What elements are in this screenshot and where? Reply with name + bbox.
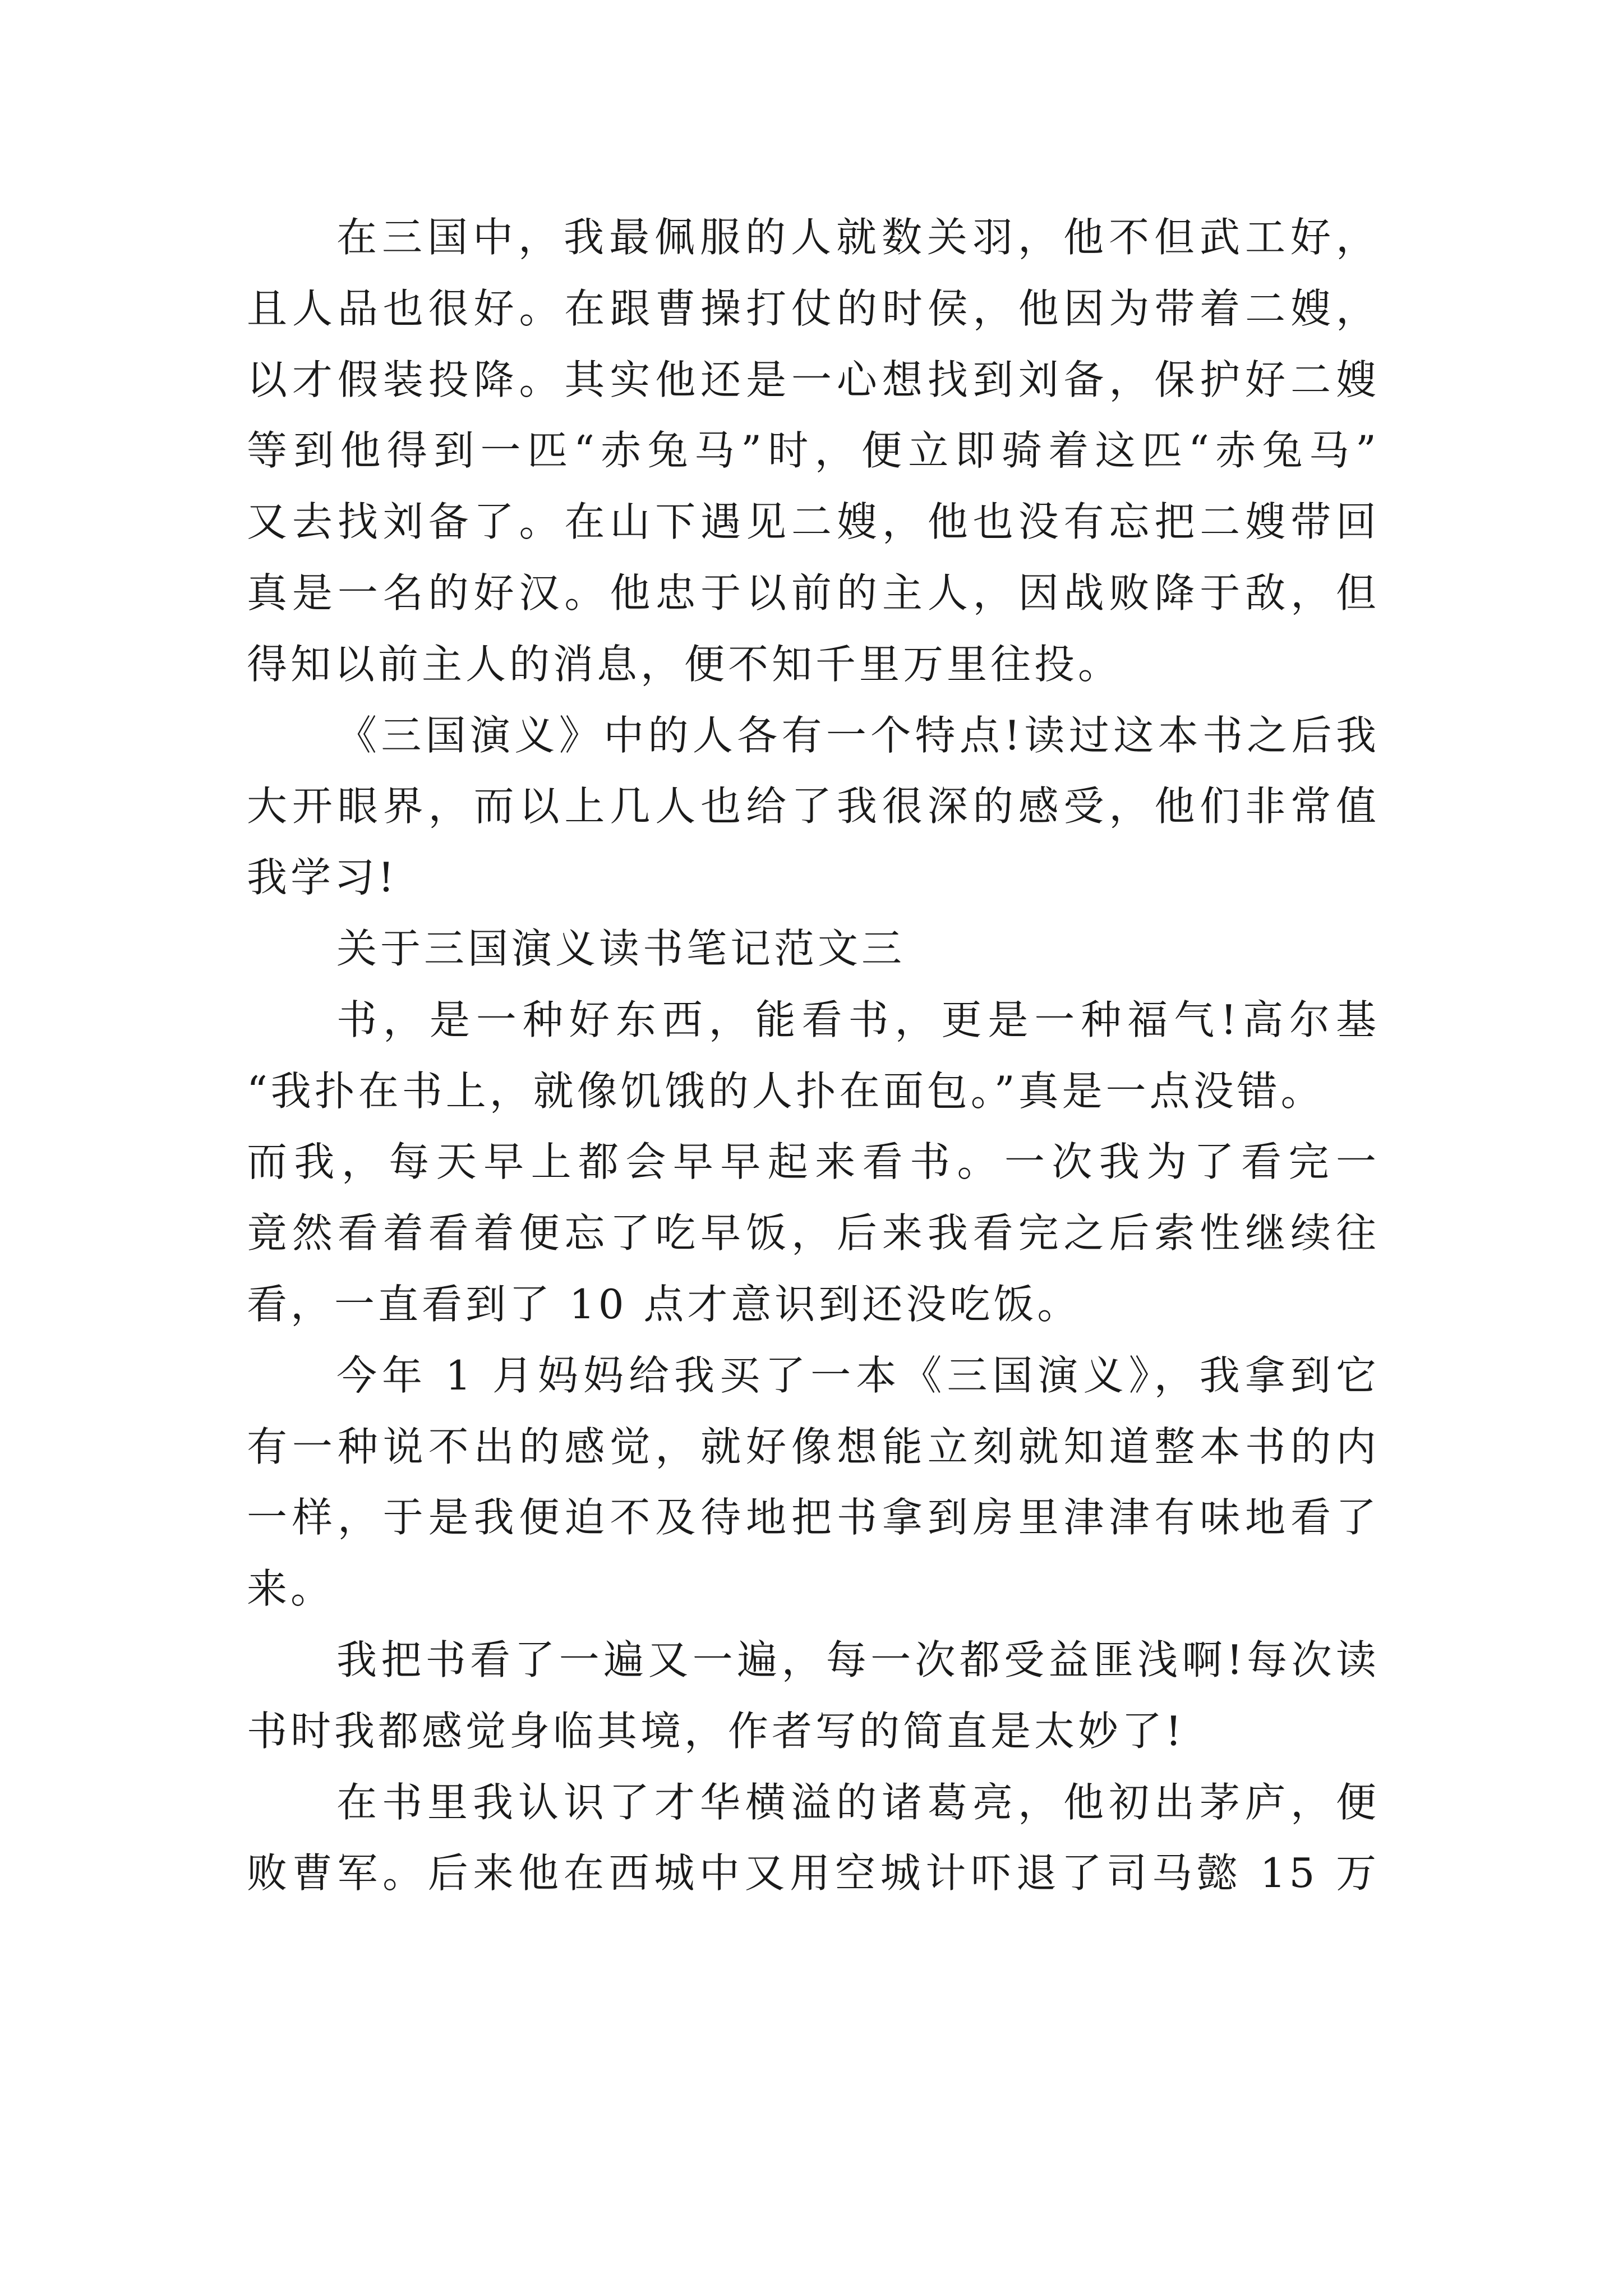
text-line: 竟然看着看着便忘了吃早饭，后来我看完之后索性继续往	[247, 1209, 1380, 1257]
text-line: 败曹军。后来他在西城中又用空城计吓退了司马懿 15 万	[247, 1849, 1380, 1897]
text-line: 一样，于是我便迫不及待地把书拿到房里津津有味地看了	[247, 1494, 1380, 1542]
text-line: 有一种说不出的感觉，就好像想能立刻就知道整本书的内	[247, 1423, 1380, 1470]
paragraph	[247, 984, 1380, 1340]
paragraph	[247, 1767, 1380, 1910]
paragraph	[247, 1340, 1380, 1625]
text-line: 关于三国演义读书笔记范文三	[336, 924, 906, 972]
text-line: 且人品也很好。在跟曹操打仗的时侯，他因为带着二嫂，	[247, 284, 1380, 332]
text-line: 等到他得到一匹“赤兔马”时，便立即骑着这匹“赤兔马”	[247, 427, 1380, 475]
document-body	[247, 202, 1380, 1909]
text-line: “我扑在书上，就像饥饿的人扑在面包。”真是一点没错。	[247, 1067, 1325, 1115]
paragraph	[247, 202, 1380, 700]
text-line: 书，是一种好东西，能看书，更是一种福气!高尔基	[336, 996, 1380, 1043]
text-line: 真是一名的好汉。他忠于以前的主人，因战败降于敌，但	[247, 569, 1380, 616]
text-line: 来。	[247, 1565, 335, 1613]
text-line: 书时我都感觉身临其境，作者写的简直是太妙了!	[247, 1707, 1185, 1755]
text-line: 在书里我认识了才华横溢的诸葛亮，他初出茅庐，便	[336, 1778, 1380, 1826]
text-line: 我把书看了一遍又一遍，每一次都受益匪浅啊!每次读	[336, 1636, 1380, 1683]
paragraph	[247, 913, 1380, 984]
text-line: 得知以前主人的消息，便不知千里万里往投。	[247, 640, 1122, 688]
text-line: 今年 1 月妈妈给我买了一本《三国演义》，我拿到它	[336, 1351, 1380, 1399]
text-line: 《三国演义》中的人各有一个特点!读过这本书之后我	[336, 711, 1380, 759]
text-line: 在三国中，我最佩服的人就数关羽，他不但武工好，	[336, 214, 1380, 261]
text-line: 大开眼界，而以上几人也给了我很深的感受，他们非常值	[247, 783, 1380, 830]
text-line: 以才假装投降。其实他还是一心想找到刘备，保护好二嫂	[247, 356, 1380, 403]
text-line: 我学习!	[247, 854, 398, 901]
text-line: 看，一直看到了 10 点才意识到还没吃饭。	[247, 1280, 1081, 1328]
text-line: 又去找刘备了。在山下遇见二嫂，他也没有忘把二嫂带回	[247, 498, 1380, 546]
paragraph	[247, 700, 1380, 913]
paragraph	[247, 1625, 1380, 1767]
text-line: 而我，每天早上都会早早起来看书。一次我为了看完一	[247, 1138, 1380, 1186]
